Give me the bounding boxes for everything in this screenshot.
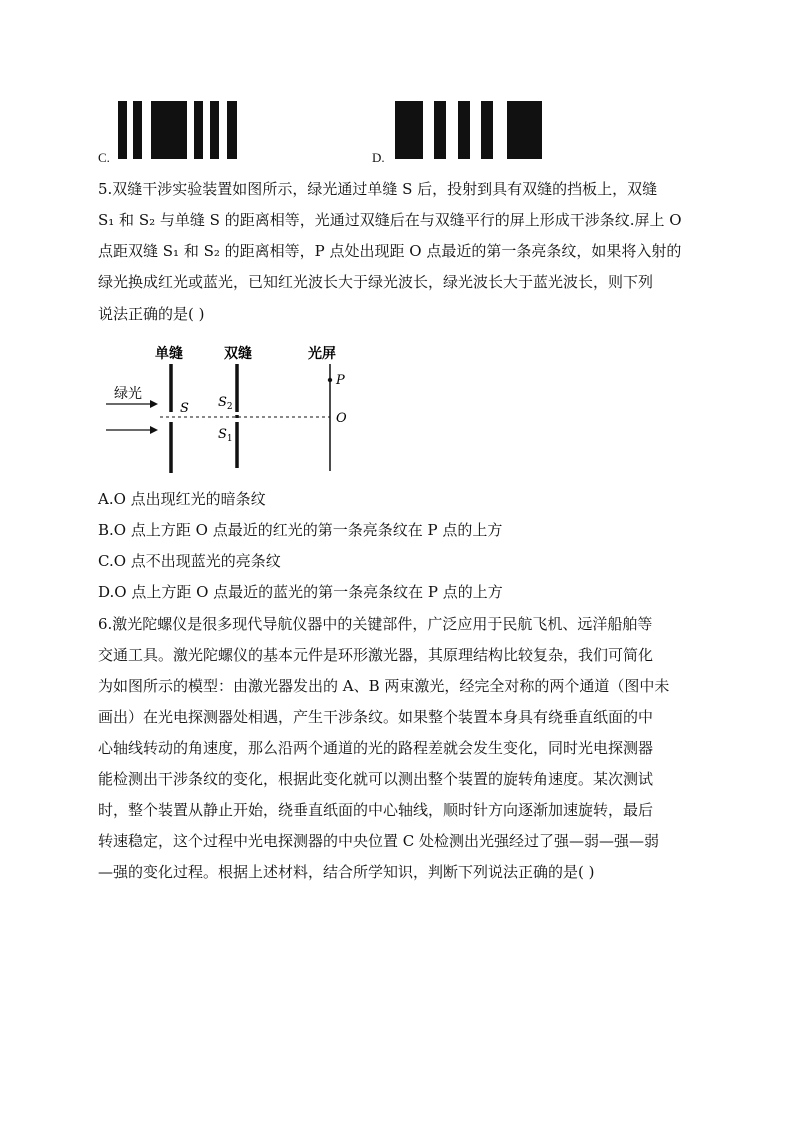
q6-line-7: 时，整个装置从静止开始，绕垂直纸面的中心轴线，顺时针方向逐渐加速旋转，最后	[98, 801, 654, 819]
q5-stem-line-5: 说法正确的是( )	[98, 305, 205, 323]
q5-stem-line-2: S₁ 和 S₂ 与单缝 S 的距离相等，光通过双缝后在与双缝平行的屏上形成干涉条纹.屏上 O	[98, 211, 682, 229]
option-c-fringe-image	[118, 101, 246, 159]
option-d-label: D.	[372, 150, 385, 165]
single-slit-label: 单缝	[155, 346, 183, 362]
option-c-label: C.	[98, 150, 110, 165]
q5-option-a: A.O 点出现红光的暗条纹	[98, 490, 266, 508]
q6-line-4: 画出）在光电探测器处相遇，产生干涉条纹。如果整个装置本身具有绕垂直纸面的中	[98, 708, 654, 726]
q5-stem-line-1: 5.双缝干涉实验装置如图所示，绿光通过单缝 S 后，投射到具有双缝的挡板上，双缝	[98, 180, 658, 198]
q6-line-5: 心轴线转动的角速度，那么沿两个通道的光的路程差就会发生变化，同时光电探测器	[98, 739, 654, 757]
q6-line-3: 为如图所示的模型：由激光器发出的 A、B 两束激光，经完全对称的两个通道（图中未	[98, 677, 670, 695]
slit-s2-label: $S_2$	[218, 395, 233, 412]
screen-label: 光屏	[308, 346, 336, 362]
option-d-fringe-image	[395, 101, 545, 159]
arrow-head-upper	[150, 400, 158, 408]
q5-stem-line-4: 绿光换成红光或蓝光，已知红光波长大于绿光波长，绿光波长大于蓝光波长，则下列	[98, 273, 654, 291]
slit-s-label: S	[180, 401, 189, 416]
q6-line-9: —强的变化过程。根据上述材料，结合所学知识，判断下列说法正确的是( )	[98, 863, 595, 881]
q6-line-1: 6.激光陀螺仪是很多现代导航仪器中的关键部件，广泛应用于民航飞机、远洋船舶等	[98, 615, 653, 633]
green-light-label: 绿光	[114, 386, 142, 402]
slit-s1-label: $S_1$	[218, 427, 233, 444]
q6-line-6: 能检测出干涉条纹的变化，根据此变化就可以测出整个装置的旋转角速度。某次测试	[98, 770, 654, 788]
arrow-head-lower	[150, 426, 158, 434]
point-p-label: P	[336, 373, 345, 388]
point-p-dot	[328, 378, 332, 382]
q6-line-8: 转速稳定，这个过程中光电探测器的中央位置 C 处检测出光强经过了强—弱—强—弱	[98, 832, 660, 850]
q5-option-b: B.O 点上方距 O 点最近的红光的第一条亮条纹在 P 点的上方	[98, 521, 503, 539]
q6-line-2: 交通工具。激光陀螺仪的基本元件是环形激光器，其原理结构比较复杂，我们可简化	[98, 646, 654, 664]
q5-option-c: C.O 点不出现蓝光的亮条纹	[98, 552, 281, 570]
double-slit-label: 双缝	[224, 346, 252, 362]
double-slit-diagram	[100, 340, 360, 475]
q5-stem-line-3: 点距双缝 S₁ 和 S₂ 的距离相等，P 点处出现距 O 点最近的第一条亮条纹，如果将入射的	[98, 242, 682, 260]
q5-option-d: D.O 点上方距 O 点最近的蓝光的第一条亮条纹在 P 点的上方	[98, 583, 503, 601]
point-o-label: O	[336, 411, 347, 426]
